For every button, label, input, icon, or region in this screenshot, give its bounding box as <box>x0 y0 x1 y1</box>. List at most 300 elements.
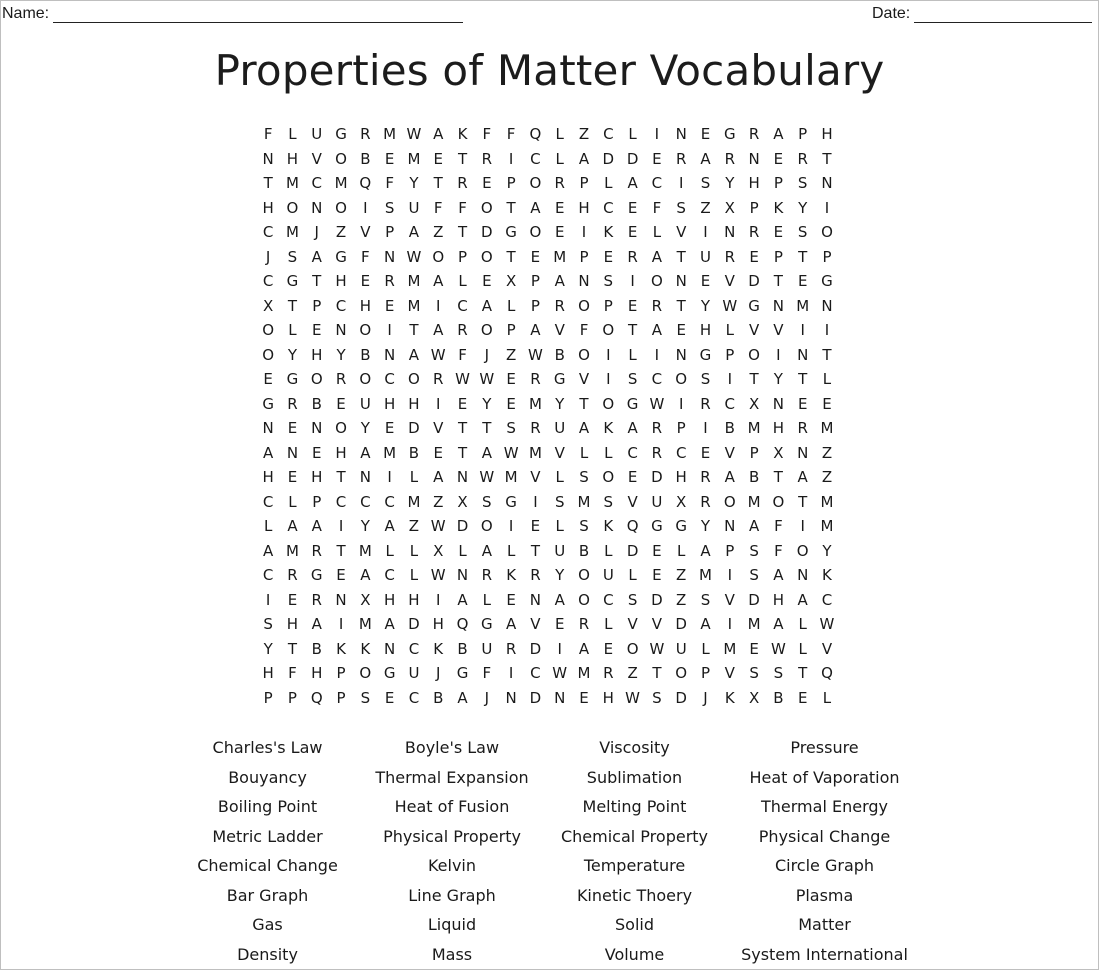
grid-letter[interactable]: I <box>436 394 441 413</box>
grid-letter[interactable]: P <box>287 688 297 707</box>
grid-letter[interactable]: G <box>456 664 469 682</box>
grid-letter[interactable]: L <box>288 492 297 511</box>
grid-letter[interactable]: S <box>603 492 614 511</box>
grid-letter[interactable]: G <box>286 272 299 290</box>
grid-letter[interactable]: O <box>723 492 736 511</box>
grid-letter[interactable]: K <box>724 688 735 707</box>
grid-letter[interactable]: L <box>798 615 807 633</box>
grid-letter[interactable]: C <box>627 443 638 462</box>
grid-letter[interactable]: R <box>457 321 468 339</box>
grid-letter[interactable]: J <box>265 247 271 266</box>
grid-letter[interactable]: A <box>408 223 420 241</box>
grid-letter[interactable]: H <box>311 345 323 364</box>
grid-letter[interactable]: D <box>651 468 663 486</box>
grid-letter[interactable]: A <box>651 247 663 266</box>
grid-letter[interactable]: T <box>652 664 662 682</box>
grid-letter[interactable]: A <box>311 615 322 633</box>
grid-letter[interactable]: L <box>385 541 394 560</box>
grid-letter[interactable]: E <box>627 468 638 486</box>
grid-letter[interactable]: I <box>703 223 708 241</box>
grid-letter[interactable]: E <box>287 590 298 609</box>
grid-letter[interactable]: P <box>530 272 540 290</box>
grid-letter[interactable]: I <box>533 492 538 511</box>
grid-letter[interactable]: I <box>557 639 562 658</box>
grid-letter[interactable]: V <box>724 272 735 290</box>
grid-letter[interactable]: N <box>554 688 566 707</box>
grid-letter[interactable]: B <box>578 541 590 560</box>
grid-letter[interactable]: A <box>530 198 541 217</box>
grid-letter[interactable]: N <box>821 174 833 192</box>
grid-letter[interactable]: S <box>287 247 298 266</box>
grid-letter[interactable]: E <box>773 223 784 241</box>
grid-letter[interactable]: L <box>798 639 807 658</box>
grid-letter[interactable]: Z <box>408 517 420 535</box>
grid-letter[interactable]: M <box>820 517 834 535</box>
grid-letter[interactable]: A <box>797 468 808 486</box>
grid-letter[interactable]: T <box>457 223 468 241</box>
grid-letter[interactable]: R <box>797 149 808 168</box>
grid-letter[interactable]: G <box>310 566 323 584</box>
grid-letter[interactable]: L <box>604 443 613 462</box>
grid-letter[interactable]: S <box>579 517 589 535</box>
grid-letter[interactable]: I <box>606 345 611 364</box>
grid-letter[interactable]: A <box>773 615 784 633</box>
grid-letter[interactable]: Y <box>360 419 370 437</box>
grid-letter[interactable]: O <box>650 272 663 290</box>
grid-letter[interactable]: R <box>700 468 711 486</box>
grid-letter[interactable]: M <box>820 419 834 437</box>
grid-letter[interactable]: V <box>651 615 663 633</box>
grid-letter[interactable]: F <box>774 541 783 560</box>
grid-letter[interactable]: S <box>360 688 371 707</box>
grid-letter[interactable]: A <box>748 517 760 535</box>
grid-letter[interactable]: V <box>627 615 638 633</box>
grid-letter[interactable]: C <box>408 639 420 658</box>
grid-letter[interactable]: G <box>335 247 347 266</box>
grid-letter[interactable]: C <box>262 492 274 511</box>
grid-letter[interactable]: N <box>311 419 323 437</box>
grid-letter[interactable]: C <box>384 370 395 388</box>
grid-letter[interactable]: S <box>773 664 784 682</box>
grid-letter[interactable]: V <box>724 443 735 462</box>
grid-letter[interactable]: L <box>555 517 564 535</box>
grid-letter[interactable]: L <box>555 125 564 143</box>
grid-letter[interactable]: E <box>652 149 662 168</box>
grid-letter[interactable]: P <box>603 296 613 315</box>
grid-letter[interactable]: R <box>748 125 760 143</box>
grid-letter[interactable]: O <box>359 370 372 388</box>
grid-letter[interactable]: E <box>287 468 298 486</box>
grid-letter[interactable]: P <box>579 247 589 266</box>
grid-letter[interactable]: V <box>554 321 565 339</box>
grid-letter[interactable]: K <box>603 419 614 437</box>
grid-letter[interactable]: P <box>263 688 273 707</box>
grid-letter[interactable]: C <box>651 370 663 388</box>
grid-letter[interactable]: T <box>409 321 419 339</box>
grid-letter[interactable]: T <box>773 468 783 486</box>
grid-letter[interactable]: V <box>530 468 541 486</box>
grid-letter[interactable]: E <box>336 394 346 413</box>
grid-letter[interactable]: D <box>626 149 639 168</box>
grid-letter[interactable]: N <box>456 566 469 584</box>
grid-letter[interactable]: P <box>725 541 735 560</box>
grid-letter[interactable]: R <box>578 615 590 633</box>
grid-letter[interactable]: S <box>797 174 808 192</box>
grid-letter[interactable]: S <box>700 590 711 609</box>
grid-letter[interactable]: L <box>822 370 832 388</box>
grid-letter[interactable]: H <box>262 664 274 682</box>
grid-letter[interactable]: W <box>503 443 519 462</box>
grid-letter[interactable]: M <box>358 541 372 560</box>
grid-letter[interactable]: U <box>700 247 711 266</box>
grid-letter[interactable]: C <box>262 223 274 241</box>
grid-letter[interactable]: T <box>287 639 298 658</box>
grid-letter[interactable]: M <box>407 149 421 168</box>
grid-letter[interactable]: Z <box>821 443 833 462</box>
grid-letter[interactable]: V <box>311 149 322 168</box>
grid-letter[interactable]: Y <box>555 394 565 413</box>
grid-letter[interactable]: R <box>554 174 565 192</box>
grid-letter[interactable]: M <box>820 492 834 511</box>
grid-letter[interactable]: P <box>798 125 808 143</box>
grid-letter[interactable]: K <box>506 566 517 584</box>
grid-letter[interactable]: I <box>800 517 805 535</box>
grid-letter[interactable]: L <box>604 615 613 633</box>
grid-letter[interactable]: E <box>797 688 808 707</box>
grid-letter[interactable]: E <box>797 272 808 290</box>
grid-letter[interactable]: S <box>506 419 516 437</box>
grid-letter[interactable]: F <box>263 125 273 143</box>
grid-letter[interactable]: I <box>387 468 392 486</box>
grid-letter[interactable]: C <box>262 272 274 290</box>
grid-letter[interactable]: O <box>262 321 275 339</box>
grid-letter[interactable]: A <box>773 125 784 143</box>
grid-letter[interactable]: L <box>652 223 662 241</box>
grid-letter[interactable]: O <box>772 492 785 511</box>
grid-letter[interactable]: C <box>603 198 614 217</box>
grid-letter[interactable]: N <box>797 443 809 462</box>
grid-letter[interactable]: O <box>310 370 323 388</box>
grid-letter[interactable]: H <box>286 615 299 633</box>
grid-letter[interactable]: E <box>530 247 541 266</box>
grid-letter[interactable]: Z <box>433 223 444 241</box>
grid-letter[interactable]: Y <box>700 296 711 315</box>
grid-letter[interactable]: A <box>797 590 808 609</box>
grid-letter[interactable]: W <box>455 370 470 388</box>
grid-letter[interactable]: O <box>529 174 542 192</box>
grid-letter[interactable]: C <box>530 149 541 168</box>
grid-letter[interactable]: E <box>579 688 589 707</box>
grid-letter[interactable]: G <box>505 492 517 511</box>
grid-letter[interactable]: U <box>651 492 663 511</box>
grid-letter[interactable]: B <box>408 443 420 462</box>
grid-letter[interactable]: W <box>430 517 446 535</box>
grid-letter[interactable]: R <box>287 566 298 584</box>
grid-letter[interactable]: L <box>725 321 734 339</box>
grid-letter[interactable]: A <box>433 125 444 143</box>
grid-letter[interactable]: O <box>480 198 493 217</box>
grid-letter[interactable]: H <box>359 296 371 315</box>
grid-letter[interactable]: R <box>311 541 322 560</box>
grid-letter[interactable]: D <box>408 419 420 437</box>
grid-letter[interactable]: H <box>311 468 323 486</box>
grid-letter[interactable]: L <box>677 541 686 560</box>
grid-letter[interactable]: E <box>700 443 711 462</box>
grid-letter[interactable]: E <box>652 566 662 584</box>
grid-letter[interactable]: Z <box>505 345 517 364</box>
grid-letter[interactable]: W <box>649 639 665 658</box>
grid-letter[interactable]: U <box>311 125 323 143</box>
grid-letter[interactable]: L <box>409 566 419 584</box>
grid-letter[interactable]: L <box>555 149 564 168</box>
grid-letter[interactable]: S <box>263 615 273 633</box>
grid-letter[interactable]: E <box>554 615 565 633</box>
grid-letter[interactable]: A <box>433 468 444 486</box>
grid-letter[interactable]: P <box>773 174 783 192</box>
grid-letter[interactable]: Z <box>676 566 687 584</box>
grid-letter[interactable]: A <box>263 541 274 560</box>
grid-letter[interactable]: Y <box>773 370 783 388</box>
grid-letter[interactable]: A <box>481 443 492 462</box>
grid-letter[interactable]: T <box>676 247 686 266</box>
grid-letter[interactable]: O <box>602 468 615 486</box>
grid-letter[interactable]: T <box>433 174 443 192</box>
grid-letter[interactable]: F <box>458 198 467 217</box>
grid-letter[interactable]: A <box>554 590 565 609</box>
grid-letter[interactable]: O <box>578 296 590 315</box>
grid-letter[interactable]: D <box>675 615 687 633</box>
grid-letter[interactable]: T <box>798 247 808 266</box>
grid-letter[interactable]: O <box>821 223 833 241</box>
grid-letter[interactable]: N <box>772 296 784 315</box>
grid-letter[interactable]: E <box>384 419 395 437</box>
grid-letter[interactable]: L <box>409 541 419 560</box>
grid-letter[interactable]: W <box>722 296 738 315</box>
grid-letter[interactable]: N <box>675 125 687 143</box>
grid-letter[interactable]: F <box>385 174 394 192</box>
grid-letter[interactable]: S <box>482 492 492 511</box>
grid-letter[interactable]: H <box>383 394 396 413</box>
grid-letter[interactable]: X <box>724 198 735 217</box>
grid-letter[interactable]: V <box>821 639 833 658</box>
grid-letter[interactable]: L <box>482 590 491 609</box>
grid-letter[interactable]: L <box>628 566 637 584</box>
grid-letter[interactable]: R <box>530 419 541 437</box>
grid-letter[interactable]: I <box>630 272 635 290</box>
grid-letter[interactable]: I <box>727 615 732 633</box>
grid-letter[interactable]: P <box>749 443 759 462</box>
grid-letter[interactable]: S <box>579 468 589 486</box>
grid-letter[interactable]: Q <box>359 174 372 192</box>
grid-letter[interactable]: T <box>579 394 589 413</box>
grid-letter[interactable]: A <box>457 688 468 707</box>
grid-letter[interactable]: F <box>458 345 467 364</box>
grid-letter[interactable]: U <box>554 419 566 437</box>
grid-letter[interactable]: M <box>553 247 567 266</box>
grid-letter[interactable]: K <box>433 639 444 658</box>
grid-letter[interactable]: U <box>481 639 493 658</box>
grid-letter[interactable]: K <box>360 639 371 658</box>
grid-letter[interactable]: M <box>407 272 421 290</box>
grid-letter[interactable]: B <box>311 639 322 658</box>
grid-letter[interactable]: I <box>654 125 660 143</box>
grid-letter[interactable]: N <box>359 468 371 486</box>
grid-letter[interactable]: O <box>578 566 590 584</box>
grid-letter[interactable]: E <box>482 272 492 290</box>
grid-letter[interactable]: E <box>433 443 443 462</box>
grid-letter[interactable]: E <box>797 394 808 413</box>
grid-letter[interactable]: M <box>407 492 421 511</box>
grid-letter[interactable]: K <box>773 198 784 217</box>
grid-letter[interactable]: E <box>700 272 711 290</box>
grid-letter[interactable]: S <box>676 198 686 217</box>
grid-letter[interactable]: I <box>387 321 392 339</box>
grid-letter[interactable]: G <box>553 370 566 388</box>
grid-letter[interactable]: E <box>506 590 516 609</box>
grid-letter[interactable]: N <box>675 345 687 364</box>
grid-letter[interactable]: A <box>505 615 517 633</box>
grid-letter[interactable]: Y <box>555 566 565 584</box>
grid-letter[interactable]: E <box>384 149 395 168</box>
grid-letter[interactable]: W <box>552 664 568 682</box>
grid-letter[interactable]: D <box>529 688 542 707</box>
grid-letter[interactable]: M <box>285 174 299 192</box>
grid-letter[interactable]: H <box>602 688 614 707</box>
grid-letter[interactable]: R <box>481 566 493 584</box>
grid-letter[interactable]: O <box>675 664 688 682</box>
grid-letter[interactable]: G <box>286 370 299 388</box>
grid-letter[interactable]: I <box>678 174 684 192</box>
grid-letter[interactable]: D <box>456 517 469 535</box>
grid-letter[interactable]: Q <box>529 125 542 143</box>
grid-letter[interactable]: O <box>529 223 542 241</box>
grid-letter[interactable]: G <box>481 615 493 633</box>
grid-letter[interactable]: D <box>408 615 420 633</box>
grid-letter[interactable]: C <box>262 566 274 584</box>
grid-letter[interactable]: F <box>579 321 589 339</box>
grid-letter[interactable]: O <box>480 247 493 266</box>
grid-letter[interactable]: A <box>481 541 492 560</box>
grid-letter[interactable]: R <box>651 443 663 462</box>
grid-letter[interactable]: M <box>285 541 299 560</box>
grid-letter[interactable]: N <box>384 345 396 364</box>
grid-letter[interactable]: L <box>288 125 297 143</box>
grid-letter[interactable]: G <box>723 125 736 143</box>
grid-letter[interactable]: A <box>578 149 590 168</box>
grid-letter[interactable]: E <box>433 149 443 168</box>
grid-letter[interactable]: A <box>530 321 541 339</box>
grid-letter[interactable]: L <box>604 541 613 560</box>
grid-letter[interactable]: N <box>748 149 760 168</box>
grid-letter[interactable]: N <box>286 443 299 462</box>
grid-letter[interactable]: R <box>335 370 347 388</box>
grid-letter[interactable]: B <box>748 468 760 486</box>
grid-letter[interactable]: T <box>530 541 540 560</box>
grid-letter[interactable]: B <box>724 419 735 437</box>
grid-letter[interactable]: C <box>675 443 687 462</box>
grid-letter[interactable]: E <box>554 223 565 241</box>
grid-letter[interactable]: O <box>578 345 590 364</box>
grid-letter[interactable]: A <box>311 247 322 266</box>
grid-letter[interactable]: P <box>336 664 346 682</box>
grid-letter[interactable]: M <box>747 419 761 437</box>
grid-letter[interactable]: W <box>770 639 786 658</box>
grid-letter[interactable]: R <box>724 247 735 266</box>
grid-letter[interactable]: H <box>675 468 687 486</box>
grid-letter[interactable]: P <box>336 688 346 707</box>
grid-letter[interactable]: S <box>749 541 759 560</box>
grid-letter[interactable]: N <box>456 468 469 486</box>
grid-letter[interactable]: H <box>699 321 712 339</box>
grid-letter[interactable]: E <box>603 639 614 658</box>
grid-letter[interactable]: R <box>530 566 541 584</box>
grid-letter[interactable]: C <box>457 296 468 315</box>
grid-letter[interactable]: A <box>651 321 663 339</box>
grid-letter[interactable]: X <box>773 443 784 462</box>
grid-letter[interactable]: W <box>479 370 495 388</box>
grid-letter[interactable]: L <box>506 296 516 315</box>
grid-letter[interactable]: N <box>821 296 833 315</box>
grid-letter[interactable]: H <box>821 125 833 143</box>
grid-letter[interactable]: E <box>336 566 346 584</box>
grid-letter[interactable]: U <box>359 394 371 413</box>
grid-letter[interactable]: B <box>433 688 444 707</box>
grid-letter[interactable]: R <box>530 370 541 388</box>
grid-letter[interactable]: T <box>676 296 686 315</box>
grid-letter[interactable]: E <box>506 370 516 388</box>
grid-letter[interactable]: E <box>360 272 371 290</box>
grid-letter[interactable]: E <box>530 517 541 535</box>
grid-letter[interactable]: V <box>530 615 541 633</box>
grid-letter[interactable]: C <box>335 296 347 315</box>
grid-letter[interactable]: N <box>262 149 274 168</box>
grid-letter[interactable]: T <box>457 443 468 462</box>
grid-letter[interactable]: J <box>703 688 708 707</box>
grid-letter[interactable]: R <box>748 223 760 241</box>
grid-letter[interactable]: G <box>505 223 517 241</box>
grid-letter[interactable]: N <box>505 688 517 707</box>
grid-letter[interactable]: Y <box>798 198 808 217</box>
grid-letter[interactable]: O <box>359 321 372 339</box>
grid-letter[interactable]: Q <box>456 615 469 633</box>
grid-letter[interactable]: P <box>312 296 322 315</box>
grid-letter[interactable]: S <box>749 566 759 584</box>
grid-letter[interactable]: P <box>676 419 686 437</box>
grid-letter[interactable]: U <box>408 664 420 682</box>
grid-letter[interactable]: A <box>433 272 444 290</box>
grid-letter[interactable]: R <box>651 296 663 315</box>
grid-letter[interactable]: I <box>265 590 271 609</box>
grid-letter[interactable]: F <box>774 517 783 535</box>
grid-letter[interactable]: A <box>457 590 468 609</box>
grid-letter[interactable]: P <box>749 198 759 217</box>
grid-letter[interactable]: B <box>457 639 468 658</box>
grid-letter[interactable]: O <box>626 639 639 658</box>
grid-letter[interactable]: R <box>433 370 444 388</box>
grid-letter[interactable]: I <box>508 517 514 535</box>
grid-letter[interactable]: D <box>626 541 639 560</box>
grid-letter[interactable]: A <box>627 174 638 192</box>
grid-letter[interactable]: I <box>436 590 441 609</box>
grid-letter[interactable]: I <box>678 394 684 413</box>
grid-letter[interactable]: X <box>457 492 468 511</box>
grid-letter[interactable]: S <box>627 370 638 388</box>
grid-letter[interactable]: S <box>627 590 638 609</box>
grid-letter[interactable]: S <box>700 370 711 388</box>
grid-letter[interactable]: C <box>335 492 347 511</box>
grid-letter[interactable]: Y <box>287 345 298 364</box>
grid-letter[interactable]: G <box>262 394 274 413</box>
